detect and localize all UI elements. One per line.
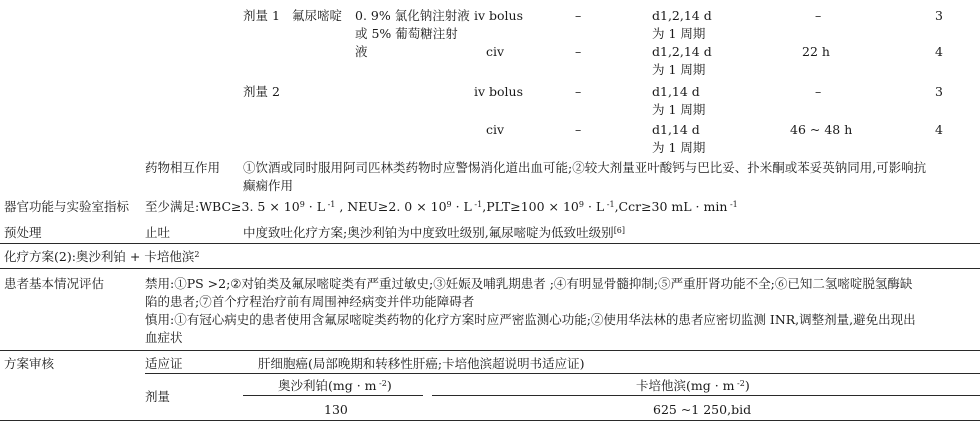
review-label: 方案审核 xyxy=(4,356,55,371)
scheme2-title: 化疗方案(2):奥沙利铂 + 卡培他滨$^2$ xyxy=(4,249,200,264)
interaction-line-1: ①饮酒或同时服用阿司匹林类药物时应警惕消化道出血可能;②较大剂量亚叶酸钙与巴比妥、扑米酮或苯妥英钠同用,可影响抗 xyxy=(243,160,927,175)
solvent-line-1: 0. 9% 氯化钠注射液 xyxy=(355,8,470,23)
emetic-level: 4 xyxy=(935,122,943,137)
schedule-line-1: d1,2,14 d xyxy=(652,44,712,59)
route-cell: iv bolus xyxy=(474,8,524,23)
schedule-line-2: 为 1 周期 xyxy=(652,62,706,77)
solvent-line-2: 或 5% 葡萄糖注射 xyxy=(355,26,458,41)
route-cell: iv bolus xyxy=(474,84,524,99)
schedule-line-2: 为 1 周期 xyxy=(652,102,706,117)
indication-text: 肝细胞癌(局部晚期和转移性肝癌;卡培他滨超说明书适应证) xyxy=(258,356,585,371)
duration-cell: – xyxy=(815,84,822,99)
route-cell: civ xyxy=(486,44,505,59)
interaction-line-2: 癫痫作用 xyxy=(243,178,294,193)
dash-cell: – xyxy=(575,44,582,59)
indication-label: 适应证 xyxy=(145,356,183,371)
organ-criteria: 至少满足:WBC≥3. $5 \times 10^9 \cdot L$ $^{-1}$ , NEU≥2. $0 \times 10^9 \cdot L$ $^{-1},PLT\ge 100 \times 10^9 \cdot L$ $^{-1}$,Ccr≥30 mL · min $^{-1}$ xyxy=(145,199,738,214)
emetic-level: 3 xyxy=(935,84,943,99)
divider xyxy=(0,350,980,351)
route-cell: civ xyxy=(486,122,505,137)
pretreat-label: 预处理 xyxy=(4,225,42,240)
oxaliplatin-header: 奥沙利铂(mg · m $^{-2}$) xyxy=(278,378,392,393)
divider xyxy=(0,243,980,244)
dose-1-label: 剂量 1 xyxy=(243,8,280,23)
divider xyxy=(0,420,980,421)
schedule-line-1: d1,14 d xyxy=(652,84,700,99)
capecitabine-dose: 625 ~1 250,bid xyxy=(653,402,752,417)
reference-mark: [6] xyxy=(613,226,626,235)
dose-label: 剂量 xyxy=(145,389,171,404)
divider xyxy=(0,268,980,269)
dash-cell: – xyxy=(575,84,582,99)
interaction-label: 药物相互作用 xyxy=(145,160,221,175)
caution-line-2: 血症状 xyxy=(145,330,183,345)
pretreat-text: 中度致吐化疗方案;奥沙利铂为中度致吐级别,氟尿嘧啶为低致吐级别[6] xyxy=(243,225,626,240)
divider xyxy=(243,395,423,396)
pretreat-sub: 止吐 xyxy=(145,225,171,240)
caution-line-1: 慎用:①有冠心病史的患者使用含氟尿嘧啶类药物的化疗方案时应严密监测心功能;②使用华法林的患者应密切监测 INR,调整剂量,避免出现出 xyxy=(145,312,916,327)
organ-label: 器官功能与实验室指标 xyxy=(4,199,130,214)
contraindication-line-1: 禁用:①PS >2;②对铂类及氟尿嘧啶类有严重过敏史;③妊娠及哺乳期患者 ;④有明显骨髓抑制;⑤严重肝肾功能不全;⑥已知二氢嘧啶脱氢酶缺 xyxy=(145,276,913,291)
duration-cell: 46 ~ 48 h xyxy=(790,122,853,137)
dash-cell: – xyxy=(575,122,582,137)
schedule-line-1: d1,14 d xyxy=(652,122,700,137)
duration-cell: – xyxy=(815,8,822,23)
dose-2-label: 剂量 2 xyxy=(243,84,280,99)
emetic-level: 4 xyxy=(935,44,943,59)
duration-cell: 22 h xyxy=(802,44,830,59)
solvent-line-3: 液 xyxy=(355,44,368,59)
dash-cell: – xyxy=(575,8,582,23)
oxaliplatin-dose: 130 xyxy=(324,402,348,417)
divider xyxy=(432,395,980,396)
emetic-level: 3 xyxy=(935,8,943,23)
contraindication-line-2: 陷的患者;⑦首个疗程治疗前有周围神经病变并伴功能障碍者 xyxy=(145,294,475,309)
patient-label: 患者基本情况评估 xyxy=(4,276,105,291)
drug-name: 氟尿嘧啶 xyxy=(292,8,343,23)
capecitabine-header: 卡培他滨(mg · m $^{-2}$) xyxy=(636,378,750,393)
schedule-line-1: d1,2,14 d xyxy=(652,8,712,23)
schedule-line-2: 为 1 周期 xyxy=(652,140,706,155)
divider xyxy=(145,373,980,374)
schedule-line-2: 为 1 周期 xyxy=(652,26,706,41)
